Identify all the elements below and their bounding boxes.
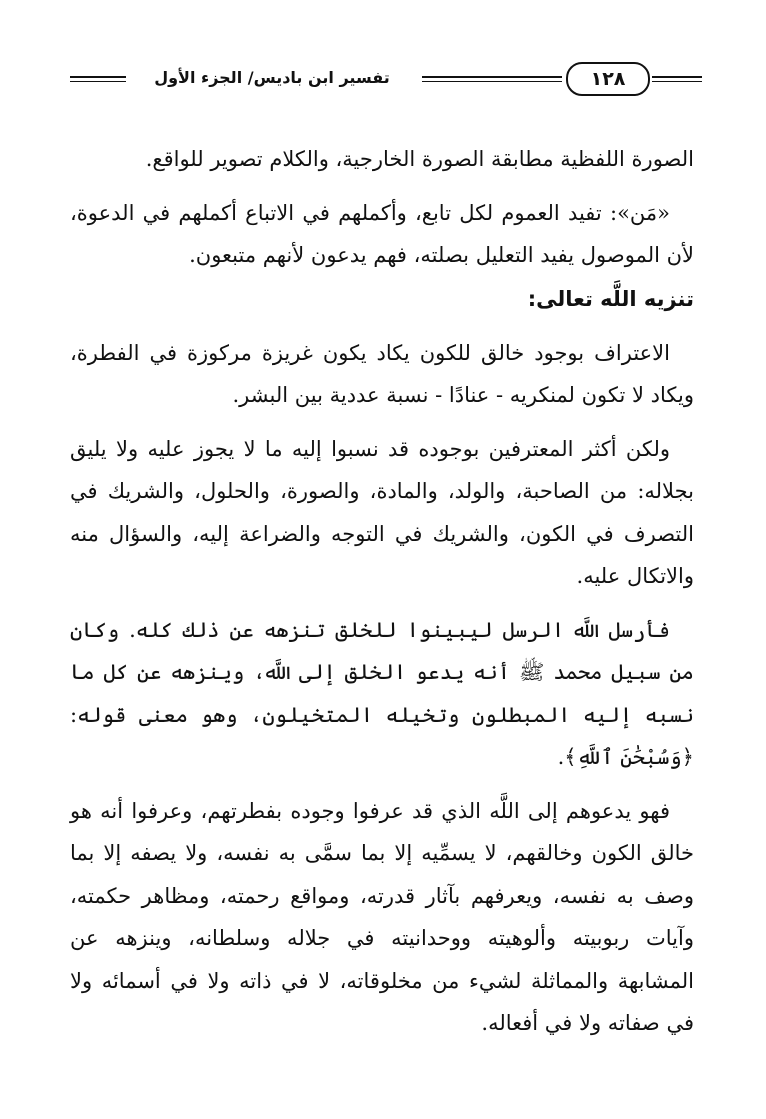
- paragraph-2: «مَن»: تفيد العموم لكل تابع، وأكملهم في الاتباع أكملهم في الدعوة، لأن الموصول يفيد التعليل بصلته، فهم يدعون لأنهم متبعون.: [70, 200, 694, 267]
- paragraph-5: فأرسل اللَّه الرسل ليبينوا للخلق تنزهه عن ذلك كله. وكان من سبيل محمد ﷺ أنه يدعو الخلق إلى اللَّه، وينزهه عن كل ما نسبه إليه المبطلون وتخيله المتخيلون، وهو معنى قوله: ﴿وَسُبْحَٰنَ ٱللَّهِ﴾.: [70, 617, 694, 769]
- paragraph-1: الصورة اللفظية مطابقة الصورة الخارجية، والكلام تصوير للواقع.: [145, 147, 694, 171]
- header-rule-right: [652, 76, 702, 82]
- page-content: [70, 138, 694, 1045]
- paragraph-6: فهو يدعوهم إلى اللَّه الذي قد عرفوا وجوده بفطرتهم، وعرفوا أنه هو خالق الكون وخالقهم، لا يسمِّيه إلا بما سمَّى به نفسه، ولا يصفه إلا بما وصف به نفسه، ويعرفهم بآثار قدرته، ومواقع رحمته، ومظاهر حكمته، وآيات ربوبيته وألوهيته ووحدانيته في جلاله وسلطانه، وينزهه عن المشابهة والمماثلة لشيء من مخلوقاته، لا في ذاته ولا في أسمائه ولا في صفاته ولا في أفعاله.: [70, 798, 694, 1035]
- header-rule-left: [70, 76, 126, 82]
- page-number: ١٢٨: [566, 62, 650, 96]
- section-heading: تنزيه اللَّه تعالى:: [527, 286, 694, 311]
- page-header: [70, 58, 702, 98]
- paragraph-4: ولكن أكثر المعترفين بوجوده قد نسبوا إليه ما لا يجوز عليه ولا يليق بجلاله: من الصاحبة، والولد، والمادة، والصورة، والحلول، والشريك في التصرف في الكون، والشريك في التوجه والضراعة إليه، والسؤال منه والاتكال عليه.: [70, 436, 694, 588]
- paragraph-3: الاعتراف بوجود خالق للكون يكاد يكون غريزة مركوزة في الفطرة، ويكاد لا تكون لمنكريه - عنادًا - نسبة عددية بين البشر.: [70, 340, 694, 407]
- header-rule-middle: [422, 76, 562, 82]
- running-title: تفسير ابن باديس/ الجزء الأول: [154, 68, 390, 87]
